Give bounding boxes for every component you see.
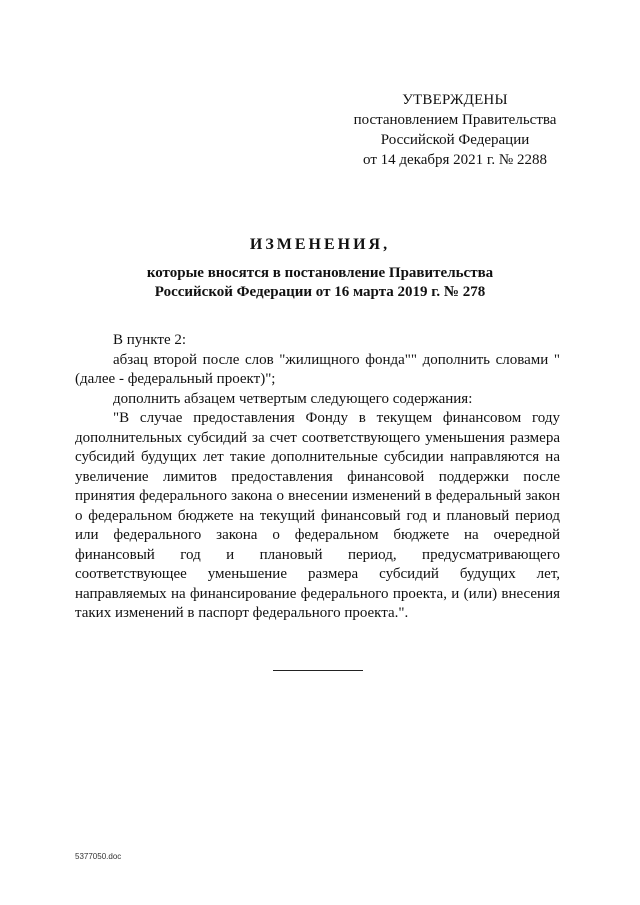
title-block (60, 236, 580, 302)
paragraph-3: дополнить абзацем четвертым следующего содержания: (113, 390, 473, 407)
approval-line-3: от 14 декабря 2021 г. № 2288 (363, 152, 547, 168)
approval-stamp (320, 90, 590, 170)
approval-heading: УТВЕРЖДЕНЫ (402, 92, 508, 108)
document-code: 5377050.doc (75, 852, 122, 861)
subtitle-line-2: Российской Федерации от 16 марта 2019 г. № 278 (154, 284, 486, 300)
paragraph-4: "В случае предоставления Фонду в текущем финансовом году дополнительных субсидий за счет соответствующего уменьшения размера субсидий будущих лет такие дополнительные субсидии направляются на увеличение лимитов предоставления финансовой поддержки после принятия федерального закона о внесении изменений в федеральный закон о федеральном бюджете на текущий финансовый год и плановый период или федерального закона о федеральном бюджете на очередной финансовый год и плановый период, предусматривающего соответствующее уменьшение размера субсидий будущих лет, направляемых на финансирование федерального проекта, и (или) внесения таких изменений в паспорт федерального проекта.". (75, 410, 560, 621)
end-divider (273, 670, 363, 671)
approval-line-1: постановлением Правительства (353, 112, 557, 128)
paragraph-2: абзац второй после слов "жилищного фонда"" дополнить словами "(далее - федеральный проект)"; (75, 351, 560, 387)
document-title: ИЗМЕНЕНИЯ, (249, 236, 391, 253)
document-body (75, 331, 560, 624)
approval-line-2: Российской Федерации (380, 132, 530, 148)
paragraph-1: В пункте 2: (113, 332, 187, 348)
document-subtitle (60, 264, 580, 302)
subtitle-line-1: которые вносятся в постановление Правительства (146, 265, 494, 281)
